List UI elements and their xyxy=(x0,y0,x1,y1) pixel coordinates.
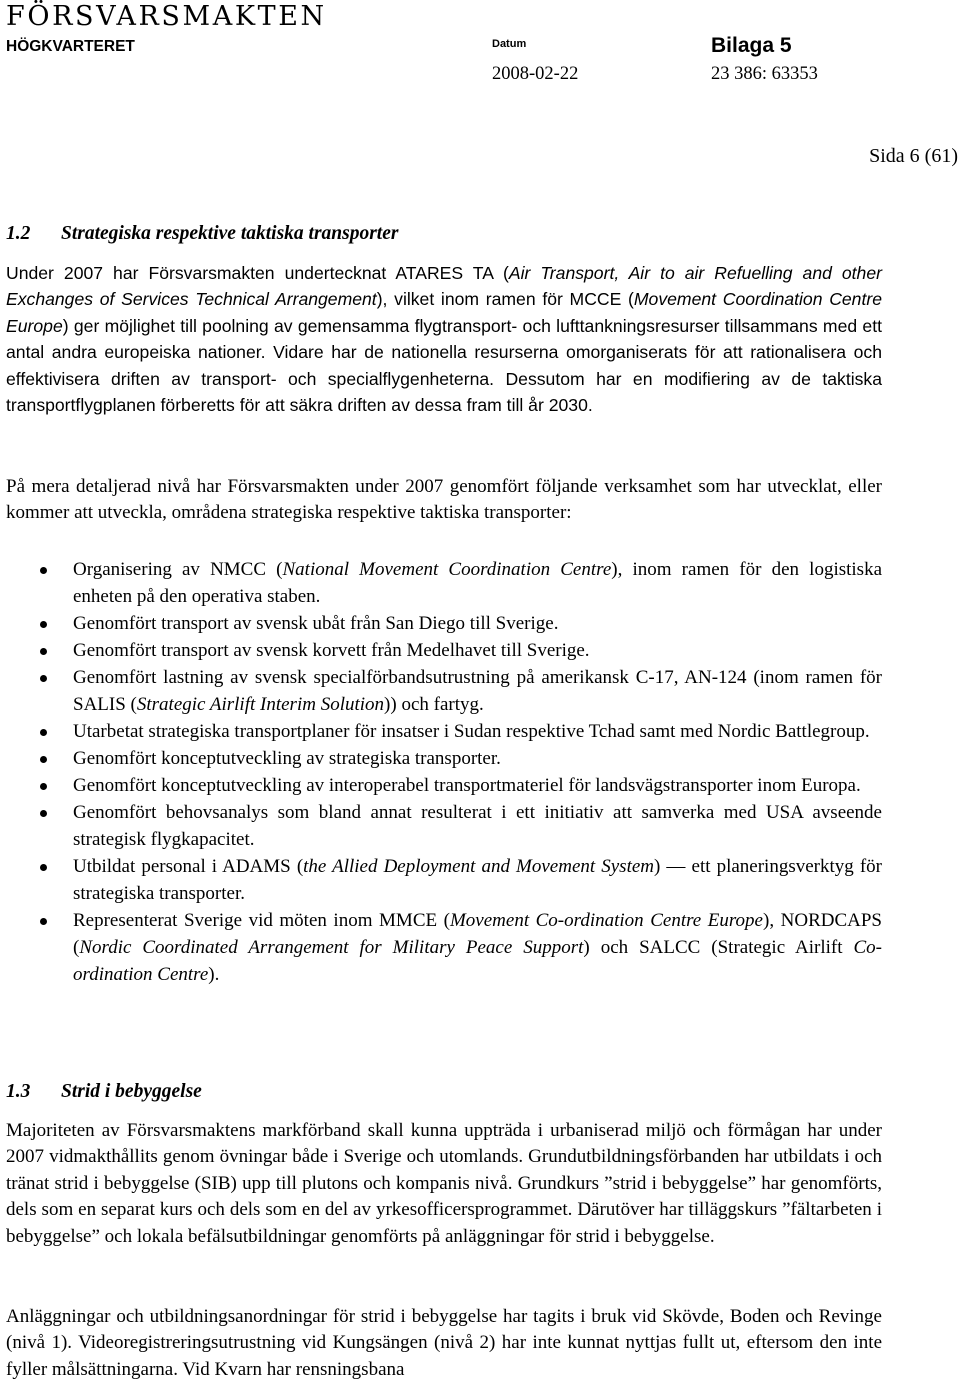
list-item xyxy=(0,853,882,907)
text-run: ), inom ramen för den logistiska enheten på den operativa staben. xyxy=(73,559,882,607)
text-run: Representerat Sverige vid möten inom MMCE ( xyxy=(73,910,450,931)
text-run: Genomfört transport av svensk korvett från Medelhavet till Sverige. xyxy=(73,640,590,661)
text-run: Genomfört konceptutveckling av interoperabel transportmateriel för landsvägstransporter inom Europa. xyxy=(73,775,861,796)
organization-name: FÖRSVARSMAKTEN xyxy=(6,1,327,32)
paragraph-activities-intro: På mera detaljerad nivå har Försvarsmakten under 2007 genomfört följande verksamhet som har utvecklat, eller kommer att utveckla, områdena strategiska respektive taktiska transporter: xyxy=(6,476,882,524)
section-title: Strid i bebyggelse xyxy=(61,1081,202,1102)
text-run: )) och fartyg. xyxy=(384,694,484,715)
text-run: Organisering av NMCC ( xyxy=(73,559,283,580)
list-item xyxy=(0,745,882,772)
list-item xyxy=(0,718,882,745)
reference-number: 23 386: 63353 xyxy=(711,64,818,84)
text-run: ) — ett planeringsverktyg för strategiska transporter. xyxy=(73,856,883,904)
appendix-title: Bilaga 5 xyxy=(711,34,792,57)
list-item xyxy=(0,799,882,853)
text-run-italic: Strategic Airlift Interim Solution xyxy=(136,694,385,715)
list-item xyxy=(0,664,882,718)
bullet-icon xyxy=(40,648,47,655)
text-run-italic: National Movement Coordination Centre xyxy=(282,559,612,580)
bullet-icon xyxy=(40,621,47,628)
list-item xyxy=(0,907,882,988)
text-run: ) och SALCC (Strategic Airlift xyxy=(583,937,854,958)
section-heading-1-3 xyxy=(6,1080,202,1104)
text-run: Genomfört transport av svensk ubåt från San Diego till Sverige. xyxy=(73,613,559,634)
text-run: Under 2007 har Försvarsmakten undertecknat ATARES TA ( xyxy=(6,263,509,283)
bullet-icon xyxy=(40,918,47,925)
text-run: ). xyxy=(208,964,220,985)
list-item xyxy=(0,610,882,637)
document-date: 2008-02-22 xyxy=(492,64,579,84)
text-run: Utarbetat strategiska transportplaner för insatser i Sudan respektive Tchad samt med Nordic Battlegroup. xyxy=(73,721,870,742)
text-run-italic: Co-ordination Centre xyxy=(73,937,882,985)
bullet-icon xyxy=(40,864,47,871)
text-run-italic: Air Transport, Air to air Refuelling and other Exchanges of Services Technical Arrangement xyxy=(6,263,882,310)
bullet-icon xyxy=(40,810,47,817)
text-run: Utbildat personal i ADAMS ( xyxy=(73,856,304,877)
section-heading-1-2 xyxy=(6,222,398,246)
list-item xyxy=(0,637,882,664)
paragraph-urban-combat: Majoriteten av Försvarsmaktens markförband skall kunna uppträda i urbaniserad miljö och förmågan har under 2007 vidmakthållits genom övningar både i Sverige och utomlands. Grundutbildningsförbanden har utbildats i och tränat strid i bebyggelse (SIB) upp till plutons och kompanis nivå. Grundkurs ”strid i bebyggelse” har genomförts, dels som en separat kurs och dels som en del av yrkesofficersprogrammet. Därutöver har tilläggskurs ”fältarbeten i bebyggelse” och lokala befälsutbildningar genomförts på anläggningar för strid i bebyggelse. xyxy=(6,1120,882,1247)
bullet-icon xyxy=(40,567,47,574)
text-run-italic: Movement Coordination Centre Europe xyxy=(6,289,883,336)
paragraph-facilities: Anläggningar och utbildningsanordningar för strid i bebyggelse har tagits i bruk vid Skövde, Boden och Revinge (nivå 1). Videoregistreringsutrustning vid Kungsängen (nivå 2) har inte kunnat nyttjas fullt ut, eftersom den inte fyller målsättningarna. Vid Kvarn har rensningsbana xyxy=(6,1306,882,1380)
department-name: HÖGKVARTERET xyxy=(6,38,135,55)
section-number: 1.3 xyxy=(6,1081,31,1102)
date-label: Datum xyxy=(492,38,527,50)
text-run: Genomfört lastning av svensk specialförbandsutrustning på amerikansk C-17, AN-124 (inom ramen för SALIS ( xyxy=(73,667,882,715)
text-run: ), NORDCAPS ( xyxy=(73,910,882,958)
bullet-icon xyxy=(40,729,47,736)
list-item xyxy=(0,772,882,799)
bullet-icon xyxy=(40,675,47,682)
list-item xyxy=(0,556,882,610)
text-run: ) ger möjlighet till poolning av gemensamma flygtransport- och lufttankningsresurser tillsammans med ett antal andra europeiska nationer. Vidare har de nationella resurserna omorganiserats för att rationalisera och effektivisera driften av transport- och specialflygenheterna. Dessutom har en modifiering av de taktiska transportflygplanen förberetts för att säkra driften av dessa fram till år 2030. xyxy=(6,315,882,416)
section-number: 1.2 xyxy=(6,223,31,244)
bullet-icon xyxy=(40,783,47,790)
text-run-italic: Nordic Coordinated Arrangement for Military Peace Support xyxy=(79,937,584,958)
section-title: Strategiska respektive taktiska transporter xyxy=(61,223,399,244)
text-run-italic: Movement Co-ordination Centre Europe xyxy=(449,910,763,931)
text-run: Genomfört behovsanalys som bland annat resulterat i ett initiativ att samverka med USA avseende strategisk flygkapacitet. xyxy=(73,802,882,850)
activities-list xyxy=(0,556,882,988)
paragraph-ataris xyxy=(6,260,882,418)
page-number: Sida 6 (61) xyxy=(869,145,958,167)
text-run: Genomfört konceptutveckling av strategiska transporter. xyxy=(73,748,501,769)
text-run-italic: the Allied Deployment and Movement System xyxy=(303,856,655,877)
bullet-icon xyxy=(40,756,47,763)
text-run: ), vilket inom ramen för MCCE ( xyxy=(376,289,634,310)
